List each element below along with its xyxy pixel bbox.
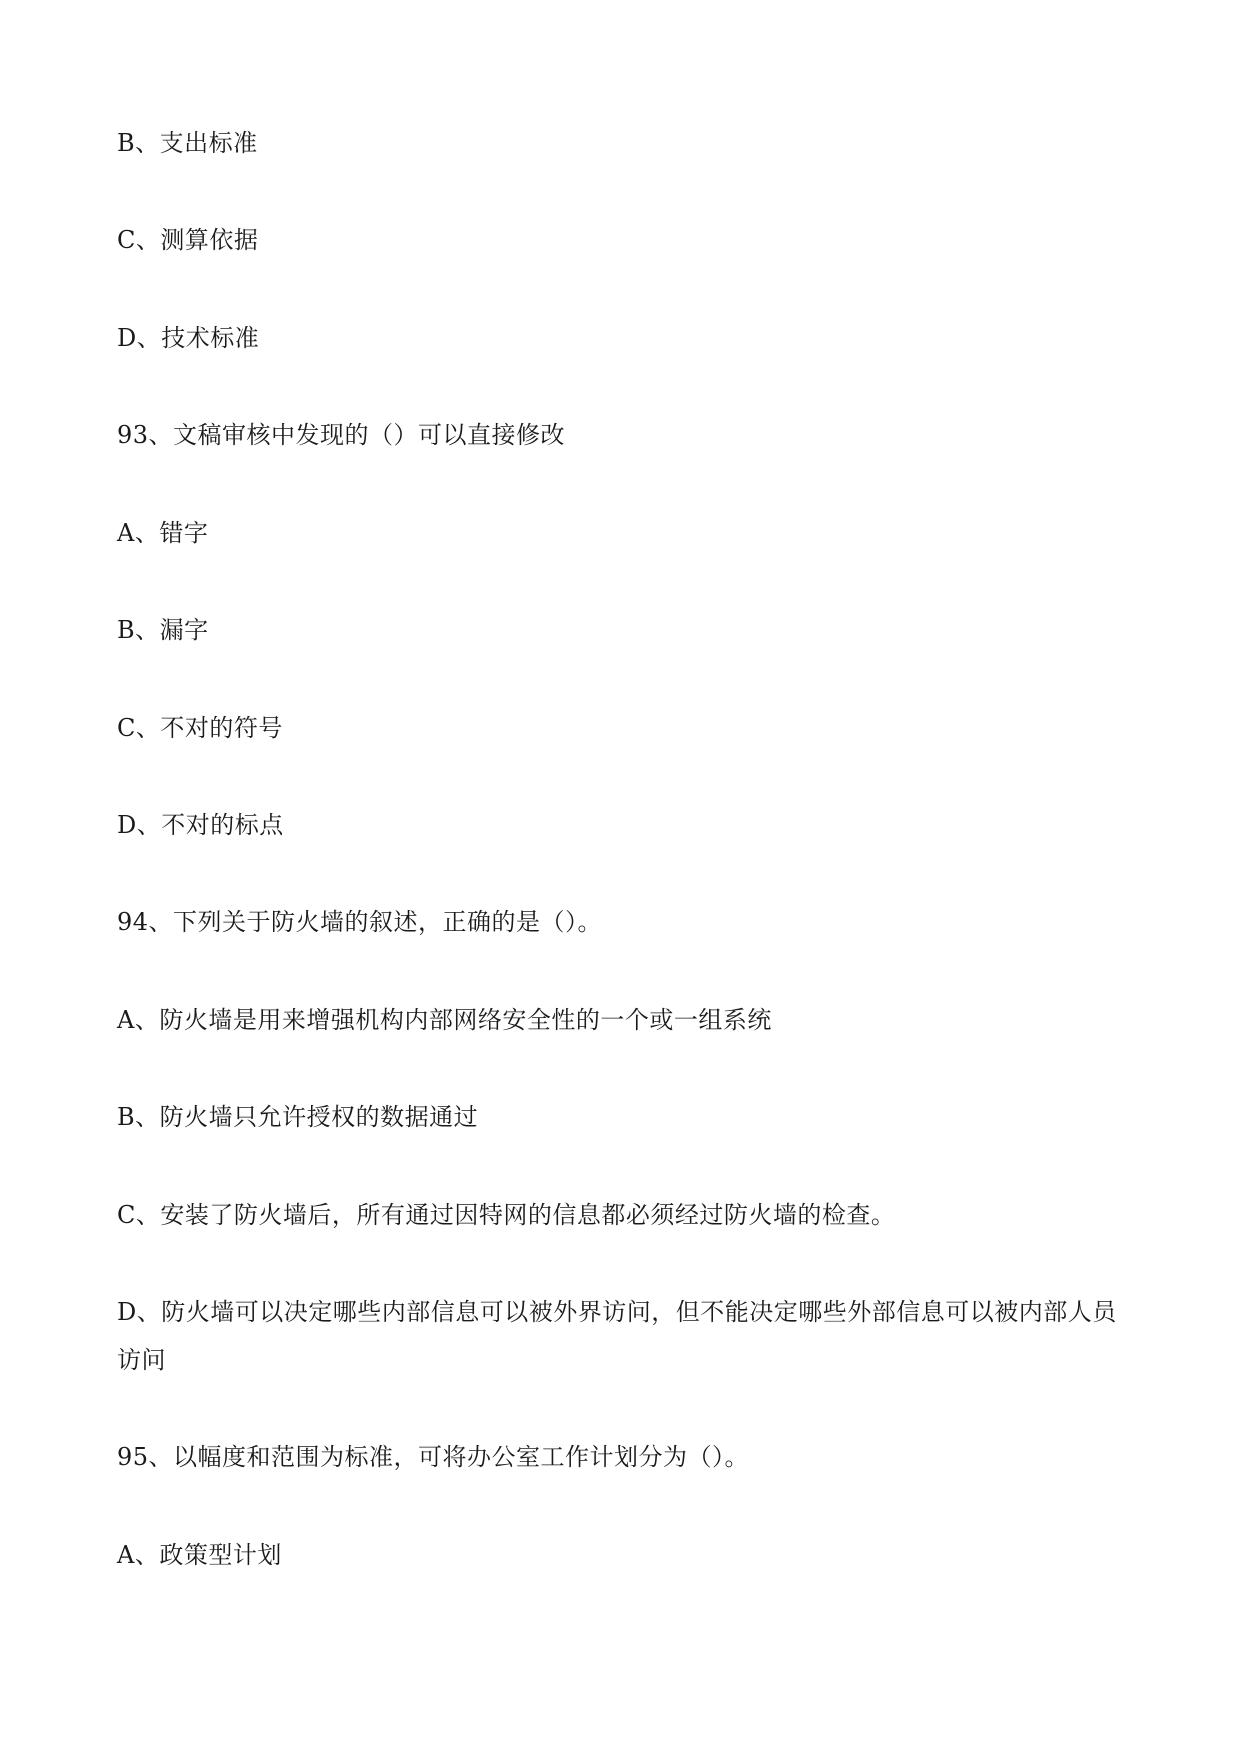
question-94-option-b: B、防火墙只允许授权的数据通过 bbox=[117, 1103, 479, 1131]
option-c-line: C、测算依据 bbox=[117, 226, 259, 254]
question-93-option-d: D、不对的标点 bbox=[117, 811, 284, 839]
question-93-option-a: A、错字 bbox=[117, 519, 209, 547]
question-94-option-c: C、安装了防火墙后，所有通过因特网的信息都必须经过防火墙的检查。 bbox=[117, 1201, 896, 1229]
question-93-option-b: B、漏字 bbox=[117, 616, 209, 644]
option-b-line: B、支出标准 bbox=[117, 129, 258, 157]
question-94-option-d-continuation: 访问 bbox=[117, 1346, 166, 1374]
option-d-line: D、技术标准 bbox=[117, 324, 260, 352]
question-95-option-a: A、政策型计划 bbox=[117, 1541, 282, 1569]
question-94-option-a: A、防火墙是用来增强机构内部网络安全性的一个或一组系统 bbox=[117, 1006, 772, 1034]
question-94-option-d: D、防火墙可以决定哪些内部信息可以被外界访问，但不能决定哪些外部信息可以被内部人员 bbox=[117, 1298, 1117, 1326]
question-93: 93、文稿审核中发现的（）可以直接修改 bbox=[117, 421, 566, 449]
question-93-option-c: C、不对的符号 bbox=[117, 714, 283, 742]
question-95: 95、以幅度和范围为标准，可将办公室工作计划分为（）。 bbox=[117, 1443, 750, 1471]
question-94: 94、下列关于防火墙的叙述，正确的是（）。 bbox=[117, 908, 603, 936]
